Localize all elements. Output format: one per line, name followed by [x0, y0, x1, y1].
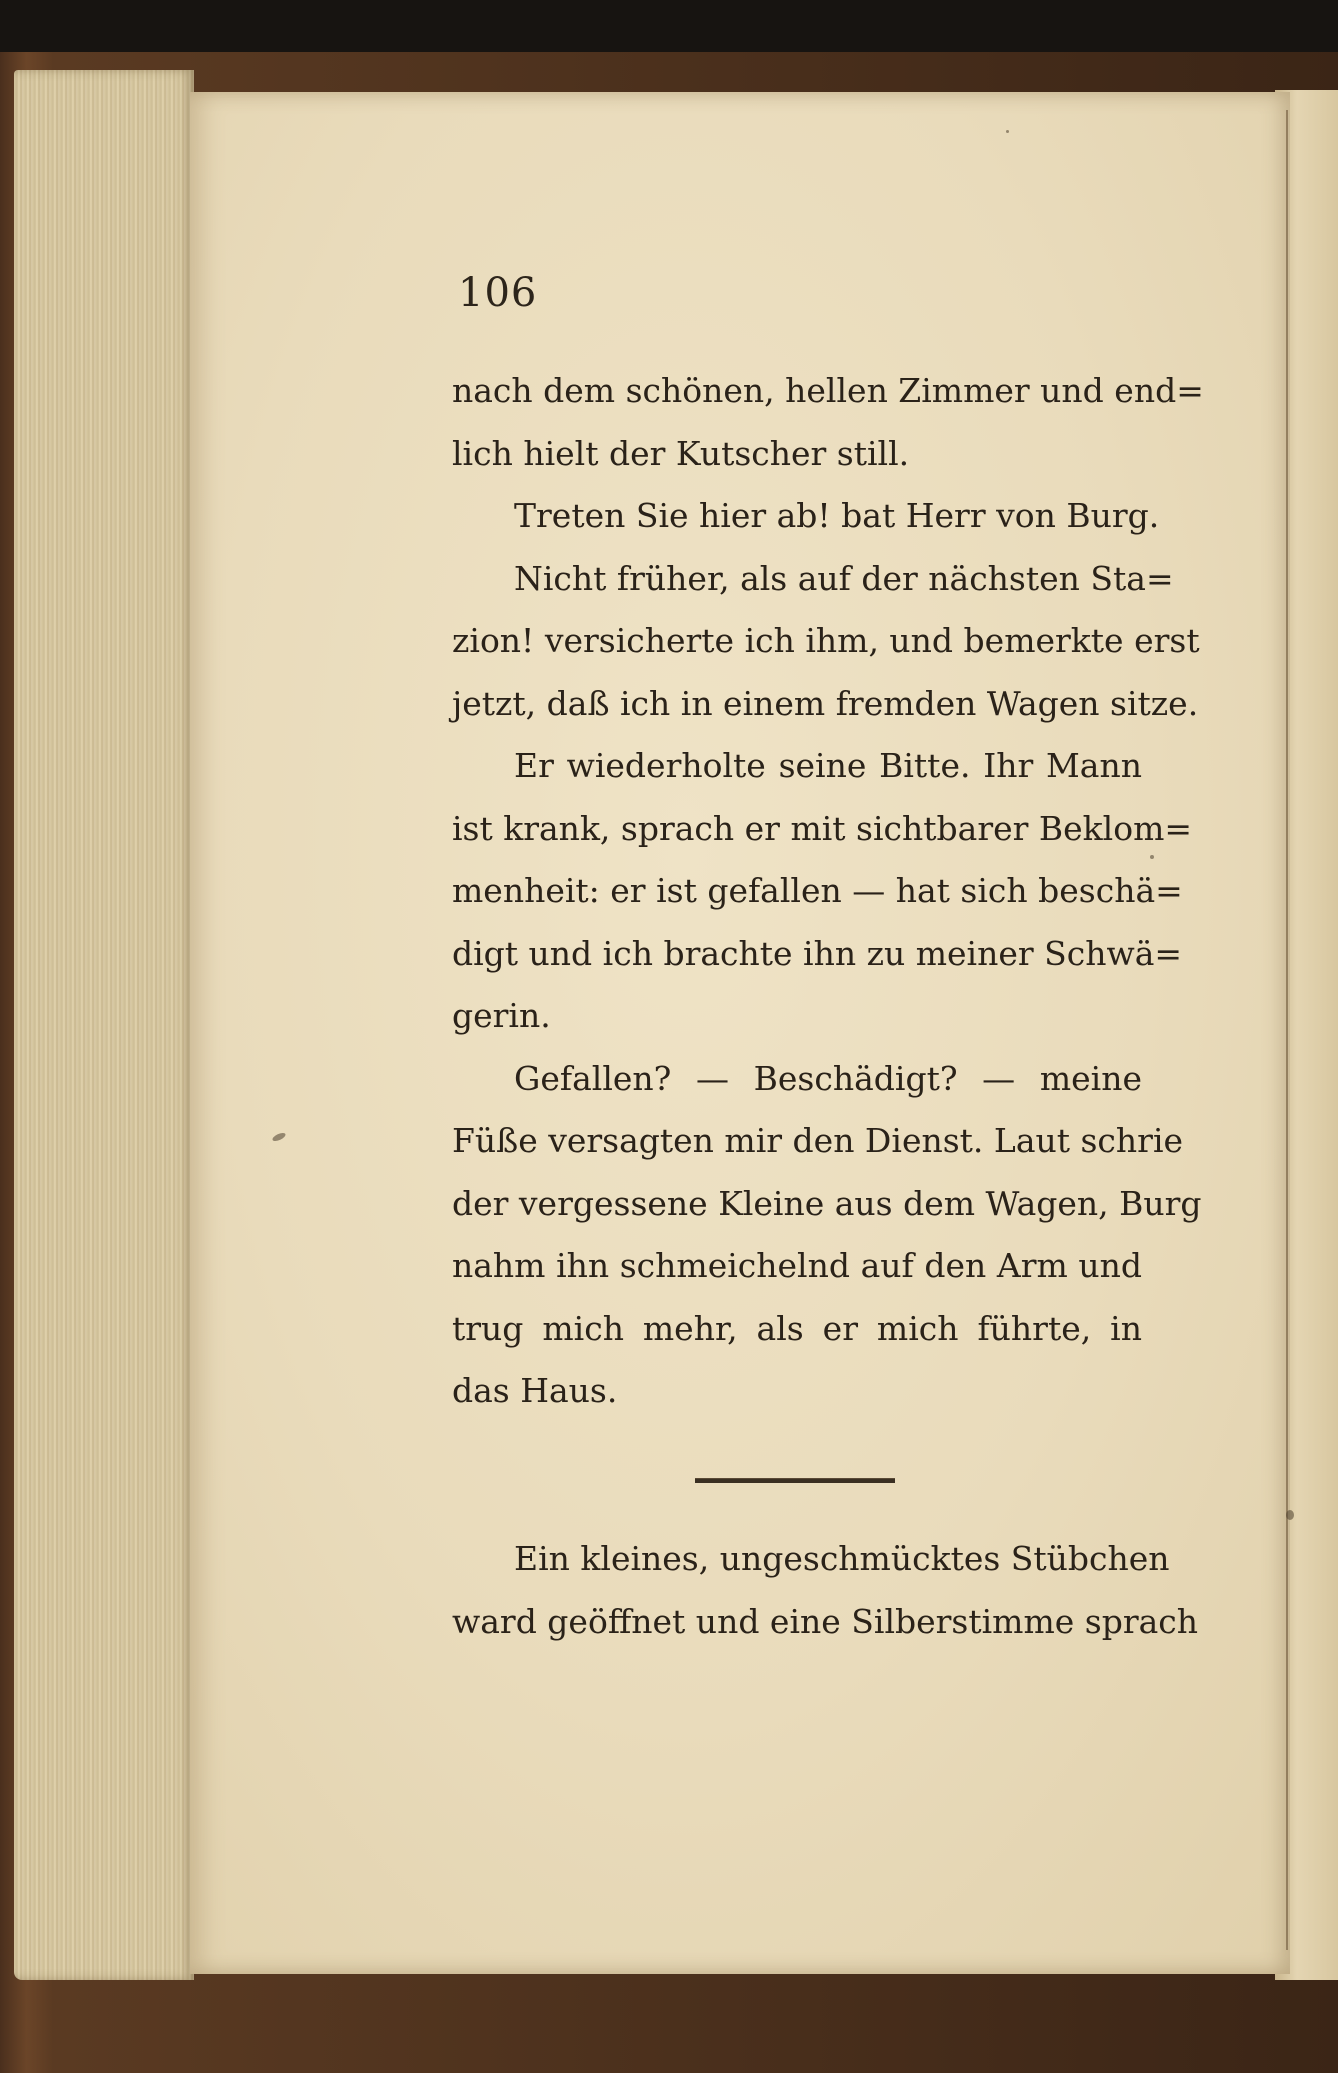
text-line: Ein kleines, ungeschmücktes Stübchen	[514, 1539, 1170, 1578]
text-line: nach dem schönen, hellen Zimmer und end=	[452, 371, 1204, 410]
gutter-line	[1286, 110, 1288, 1950]
text-line: trug mich mehr, als er mich führte, in	[452, 1308, 1142, 1348]
page-number: 106	[458, 270, 538, 316]
main-text	[452, 360, 1204, 1423]
text-line: digt und ich brachte ihn zu meiner Schwä=	[452, 933, 1183, 973]
text-line: ward geöffnet und eine Silberstimme sprach	[452, 1601, 1199, 1641]
paper-speck	[1006, 130, 1009, 133]
text-line: jetzt, daß ich in einem fremden Wagen sitze.	[452, 683, 1199, 723]
page-edges	[14, 70, 194, 1980]
text-line: Gefallen? — Beschädigt? — meine	[514, 1058, 1142, 1098]
paper-speck	[1150, 855, 1154, 859]
text-line: der vergessene Kleine aus dem Wagen, Burg	[452, 1183, 1202, 1223]
text-line: Er wiederholte seine Bitte. Ihr Mann	[514, 746, 1142, 785]
text-line: ist krank, sprach er mit sichtbarer Beklom=	[452, 808, 1193, 848]
text-line: Füße versagten mir den Dienst. Laut schrie	[452, 1121, 1184, 1160]
section-text	[452, 1528, 1199, 1653]
text-line: nahm ihn schmeichelnd auf den Arm und	[452, 1246, 1142, 1285]
text-line: gerin.	[452, 996, 551, 1035]
section-divider	[695, 1478, 895, 1483]
text-line: Treten Sie hier ab! bat Herr von Burg.	[514, 496, 1160, 535]
text-line: lich hielt der Kutscher still.	[452, 433, 910, 473]
text-line: Nicht früher, als auf der nächsten Sta=	[514, 558, 1174, 598]
text-line: menheit: er ist gefallen — hat sich beschä=	[452, 871, 1183, 910]
text-line: zion! versicherte ich ihm, und bemerkte erst	[452, 621, 1200, 660]
text-line: das Haus.	[452, 1371, 618, 1410]
paper-speck	[1286, 1510, 1294, 1520]
